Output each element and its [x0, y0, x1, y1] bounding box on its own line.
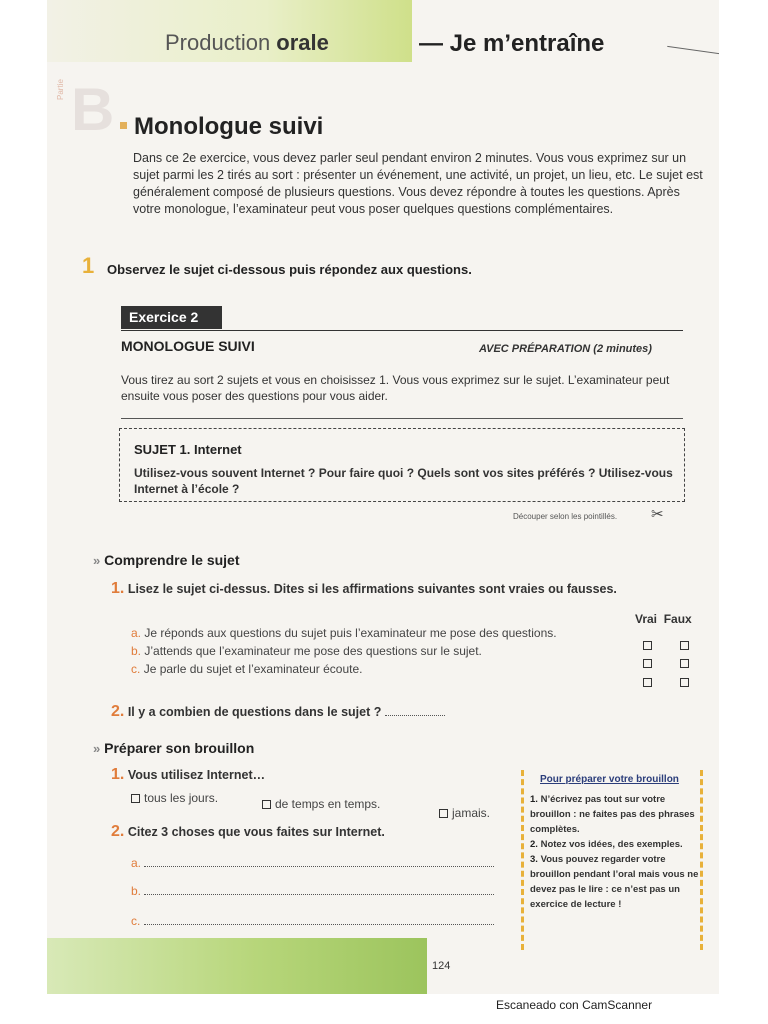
footer-band [47, 938, 427, 994]
checkbox-option-1[interactable] [131, 794, 140, 803]
header-title: Production orale [165, 30, 329, 55]
preparer-question-1: 1. Vous utilisez Internet… [111, 766, 266, 783]
sujet-title: SUJET 1. Internet [134, 442, 242, 457]
tip-item: 3. Vous pouvez regarder votre brouillon pendant l’oral mais vous ne devez pas le lire : ce n’est pas un exercice de lecture ! [530, 854, 699, 910]
tip-box [521, 770, 703, 950]
textbook-page [47, 0, 719, 994]
tip-title: Pour préparer votre brouillon [540, 774, 679, 785]
question-text: Observez le sujet ci-dessous puis répondez aux questions. [107, 262, 472, 277]
list-item: a. Je réponds aux questions du sujet puis l’examinateur me pose des questions. [131, 626, 557, 640]
vrai-faux-header: Vrai Faux [635, 612, 692, 626]
scanner-watermark: Escaneado con CamScanner [496, 998, 653, 1012]
option-de-temps-en-temps[interactable]: de temps en temps. [262, 797, 380, 811]
comprendre-question-2: 2. Il y a combien de questions dans le sujet ? [111, 703, 445, 721]
checkbox-vrai-b[interactable] [643, 659, 652, 668]
header-subtitle: — Je m’entraîne [419, 30, 605, 57]
partie-label: Partie [56, 79, 65, 100]
comprendre-heading: » Comprendre le sujet [93, 552, 240, 568]
section-title: Monologue suivi [134, 113, 324, 140]
checkbox-faux-b[interactable] [680, 659, 689, 668]
section-letter-dot [120, 122, 127, 129]
answer-line-a[interactable]: a. [131, 856, 494, 870]
checkbox-faux-a[interactable] [680, 641, 689, 650]
list-item: c. Je parle du sujet et l’examinateur écoute. [131, 662, 363, 676]
checkbox-vrai-a[interactable] [643, 641, 652, 650]
tip-item: 1. N’écrivez pas tout sur votre brouillon : ne faites pas des phrases complètes. [530, 794, 695, 835]
exercise-preparation: AVEC PRÉPARATION (2 minutes) [479, 343, 652, 355]
checkbox-option-3[interactable] [439, 809, 448, 818]
option-jamais[interactable]: jamais. [439, 806, 490, 820]
question-number: 1 [82, 253, 95, 278]
checkbox-option-2[interactable] [262, 800, 271, 809]
exercise-title: MONOLOGUE SUIVI [121, 338, 255, 354]
exercise-rule-bottom [121, 418, 683, 419]
sujet-text: Utilisez-vous souvent Internet ? Pour faire quoi ? Quels sont vos sites préférés ? Utilisez-vous Internet à l’école ? [134, 466, 673, 496]
exercise-tag: Exercice 2 [121, 306, 222, 329]
list-item: b. J’attends que l’examinateur me pose des questions sur le sujet. [131, 644, 482, 658]
option-tous-les-jours[interactable]: tous les jours. [131, 791, 218, 805]
answer-line[interactable] [385, 705, 445, 716]
comprendre-question-1: 1. Lisez le sujet ci-dessus. Dites si les affirmations suivantes sont vraies ou fausses. [111, 580, 617, 597]
preparer-heading: » Préparer son brouillon [93, 740, 255, 756]
scissors-icon: ✂ [651, 506, 664, 523]
tip-list [530, 792, 700, 912]
cut-note: Découper selon les pointillés. [513, 512, 618, 521]
header-line [667, 46, 719, 55]
answer-line-c[interactable]: c. [131, 914, 494, 928]
checkbox-faux-c[interactable] [680, 678, 689, 687]
sujet-box [119, 428, 685, 502]
tip-item: 2. Notez vos idées, des exemples. [530, 839, 683, 850]
exercise-rule [121, 330, 683, 331]
section-letter: B [71, 76, 115, 143]
checkbox-vrai-c[interactable] [643, 678, 652, 687]
exercise-description: Vous tirez au sort 2 sujets et vous en choisissez 1. Vous vous exprimez sur le sujet. L’examinateur peut ensuite vous poser des questions pour vous aider. [121, 373, 670, 403]
page-number: 124 [432, 960, 451, 972]
answer-line-b[interactable]: b. [131, 884, 494, 898]
preparer-question-2: 2. Citez 3 choses que vous faites sur Internet. [111, 823, 385, 840]
section-intro: Dans ce 2e exercice, vous devez parler seul pendant environ 2 minutes. Vous vous exprimez sur un sujet parmi les 2 tirés au sort : présenter un événement, une activité, un projet, un lieu, etc. Le sujet est généralement composé de plusieurs questions. Vous devez répondre à toutes les questions. Après votre monologue, l’examinateur peut vous poser quelques questions complémentaires. [133, 151, 703, 216]
